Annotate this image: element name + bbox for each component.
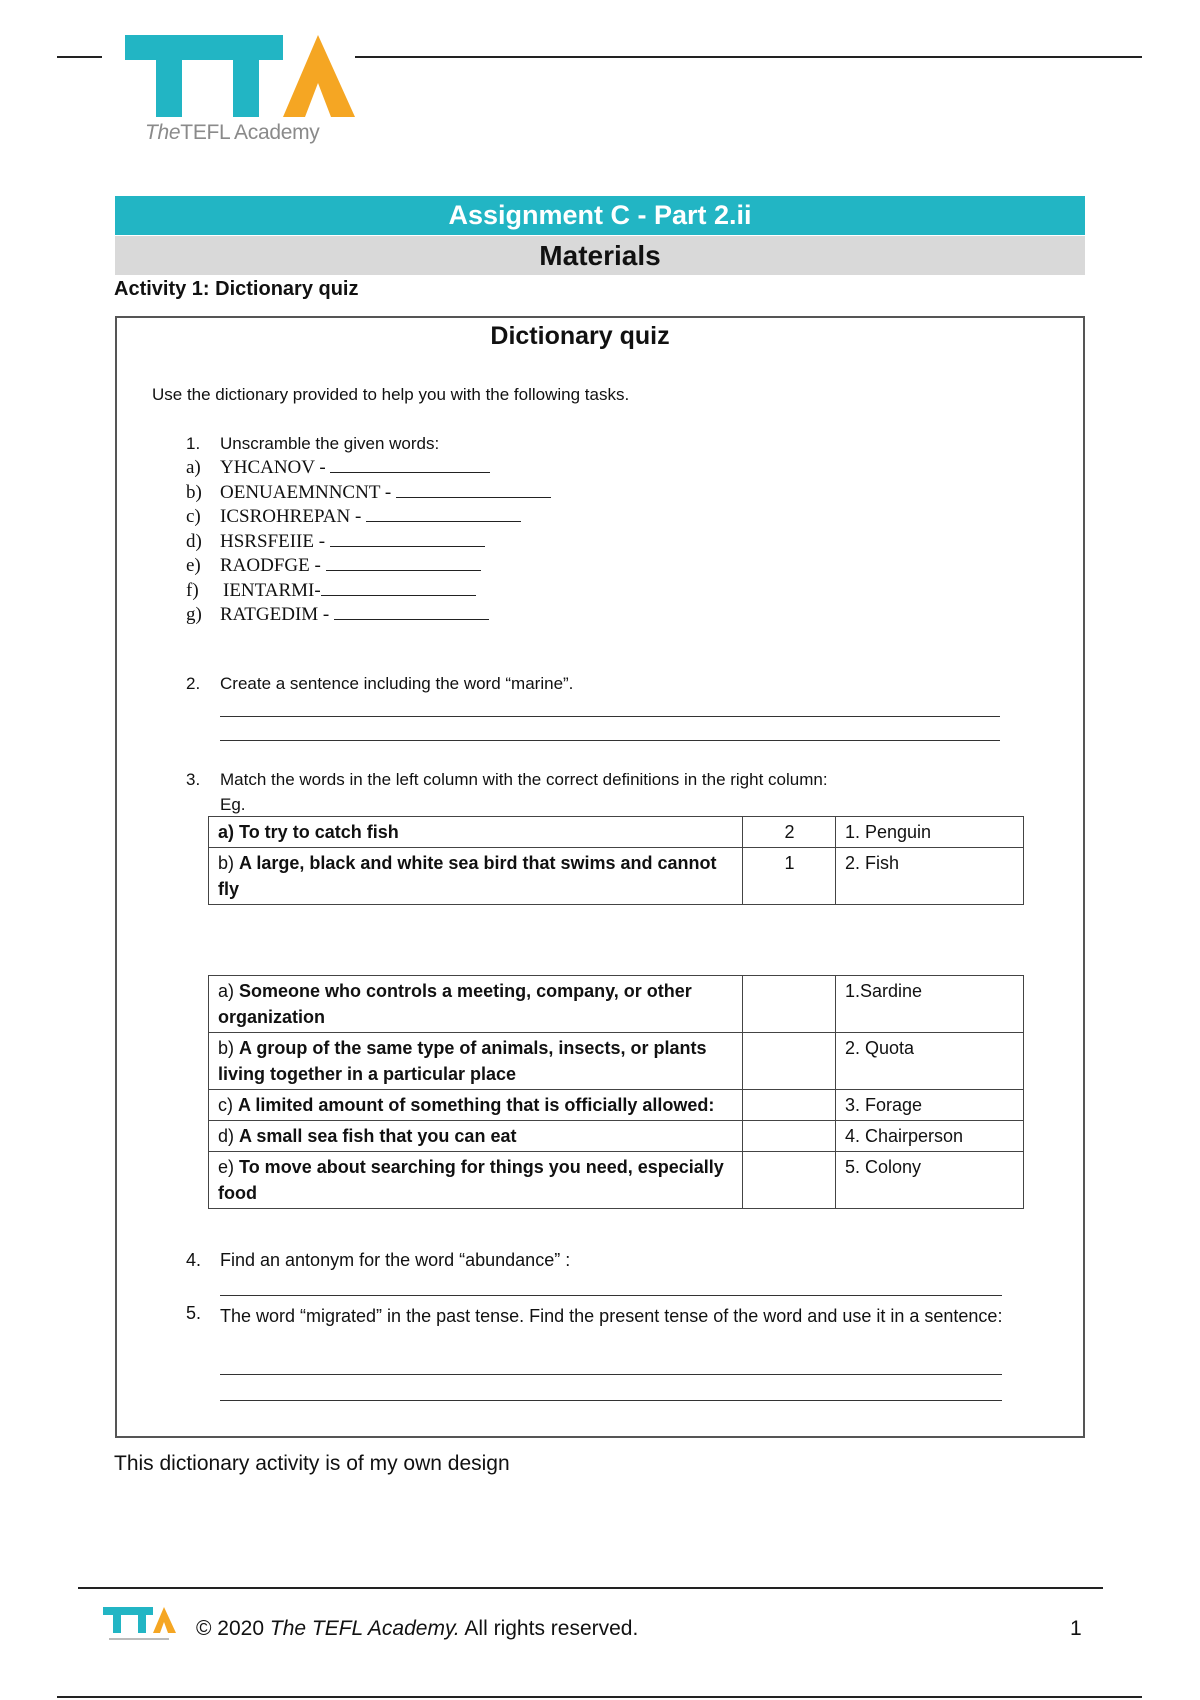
match-definition: d) A small sea fish that you can eat	[209, 1121, 743, 1152]
match-word: 4. Chairperson	[836, 1121, 1024, 1152]
q2-text: Create a sentence including the word “marine”.	[220, 674, 574, 693]
table-row	[209, 1090, 1024, 1121]
match-word: 5. Colony	[836, 1152, 1024, 1209]
q3-example-table	[208, 816, 1024, 905]
example-answer: 1	[743, 848, 836, 905]
match-definition: e) To move about searching for things you need, especially food	[209, 1152, 743, 1209]
q1-item-d: d) HSRSFEIIE -	[186, 530, 551, 555]
q5-number: 5.	[186, 1303, 202, 1323]
section-title-band	[115, 236, 1085, 275]
match-word: 3. Forage	[836, 1090, 1024, 1121]
q5-text: The word “migrated” in the past tense. Find the present tense of the word and use it in a sentence:	[220, 1306, 1003, 1326]
q1-item-g: g) RATGEDIM -	[186, 603, 551, 628]
example-answer: 2	[743, 817, 836, 848]
section-title: Materials	[539, 239, 661, 271]
q2-answer-line-1[interactable]	[220, 716, 1000, 717]
page-number: 1	[1070, 1617, 1082, 1640]
answer-blank[interactable]	[330, 458, 490, 473]
match-answer-cell[interactable]	[743, 1033, 836, 1090]
match-answer-cell[interactable]	[743, 1121, 836, 1152]
q2-number: 2.	[186, 674, 201, 693]
answer-blank[interactable]	[321, 581, 476, 596]
match-answer-cell[interactable]	[743, 1152, 836, 1209]
match-word: 1.Sardine	[836, 976, 1024, 1033]
q1-item	[186, 456, 551, 628]
quiz-title: Dictionary quiz	[490, 322, 670, 350]
example-definition: b) A large, black and white sea bird that swims and cannot fly	[209, 848, 743, 905]
match-word: 2. Quota	[836, 1033, 1024, 1090]
answer-blank[interactable]	[366, 507, 521, 522]
example-word: 1. Penguin	[836, 817, 1024, 848]
tta-logo	[105, 28, 355, 148]
q3-text: Match the words in the left column with the correct definitions in the right column:	[220, 770, 828, 789]
tta-logo-mark-icon	[105, 28, 355, 123]
footer-logo	[103, 1605, 183, 1645]
q1-item-f: f) IENTARMI-	[186, 579, 551, 604]
q1-item-a: a) YHCANOV -	[186, 456, 551, 481]
header-rule-left	[57, 56, 102, 58]
q1-item-c: c) ICSROHREPAN -	[186, 505, 551, 530]
q4-answer-line[interactable]	[220, 1295, 1002, 1296]
table-row	[209, 976, 1024, 1033]
design-note: This dictionary activity is of my own design	[114, 1452, 510, 1475]
match-answer-cell[interactable]	[743, 1090, 836, 1121]
q5-answer-line-2[interactable]	[220, 1400, 1002, 1401]
match-definition: a) Someone who controls a meeting, company, or other organization	[209, 976, 743, 1033]
q1-item-b: b) OENUAEMNNCNT -	[186, 481, 551, 506]
example-word: 2. Fish	[836, 848, 1024, 905]
q1-number: 1.	[186, 434, 201, 453]
table-row	[209, 817, 1024, 848]
assignment-title: Assignment C - Part 2.ii	[448, 200, 752, 230]
table-row	[209, 1121, 1024, 1152]
footer-rule-top	[78, 1587, 1103, 1589]
header-rule-right	[355, 56, 1142, 58]
activity-title: Activity 1: Dictionary quiz	[114, 278, 359, 300]
q5-answer-line-1[interactable]	[220, 1374, 1002, 1375]
match-answer-cell[interactable]	[743, 976, 836, 1033]
logo-tagline: TheTEFL Academy	[145, 121, 320, 144]
q3-example-label: Eg.	[220, 795, 246, 814]
quiz-intro: Use the dictionary provided to help you with the following tasks.	[152, 385, 630, 404]
match-definition: b) A group of the same type of animals, insects, or plants living together in a particular place	[209, 1033, 743, 1090]
q4-number: 4.	[186, 1250, 202, 1270]
answer-blank[interactable]	[334, 605, 489, 620]
q1-item-e: e) RAODFGE -	[186, 554, 551, 579]
q3-number: 3.	[186, 770, 201, 789]
table-row	[209, 1152, 1024, 1209]
match-definition: c) A limited amount of something that is officially allowed:	[209, 1090, 743, 1121]
table-row	[209, 1033, 1024, 1090]
table-row	[209, 848, 1024, 905]
answer-blank[interactable]	[326, 556, 481, 571]
q2-answer-line-2[interactable]	[220, 740, 1000, 741]
q3-match-table	[208, 975, 1024, 1209]
q1-text: Unscramble the given words:	[220, 434, 440, 453]
tta-footer-logo-icon	[103, 1605, 183, 1645]
answer-blank[interactable]	[330, 532, 485, 547]
answer-blank[interactable]	[396, 483, 551, 498]
footer-rule-bottom	[57, 1696, 1142, 1698]
assignment-title-band	[115, 196, 1085, 235]
q4-text: Find an antonym for the word “abundance” :	[220, 1250, 571, 1270]
example-definition: a) To try to catch fish	[209, 817, 743, 848]
footer-copyright: © 2020 The TEFL Academy. All rights reserved.	[196, 1617, 639, 1640]
